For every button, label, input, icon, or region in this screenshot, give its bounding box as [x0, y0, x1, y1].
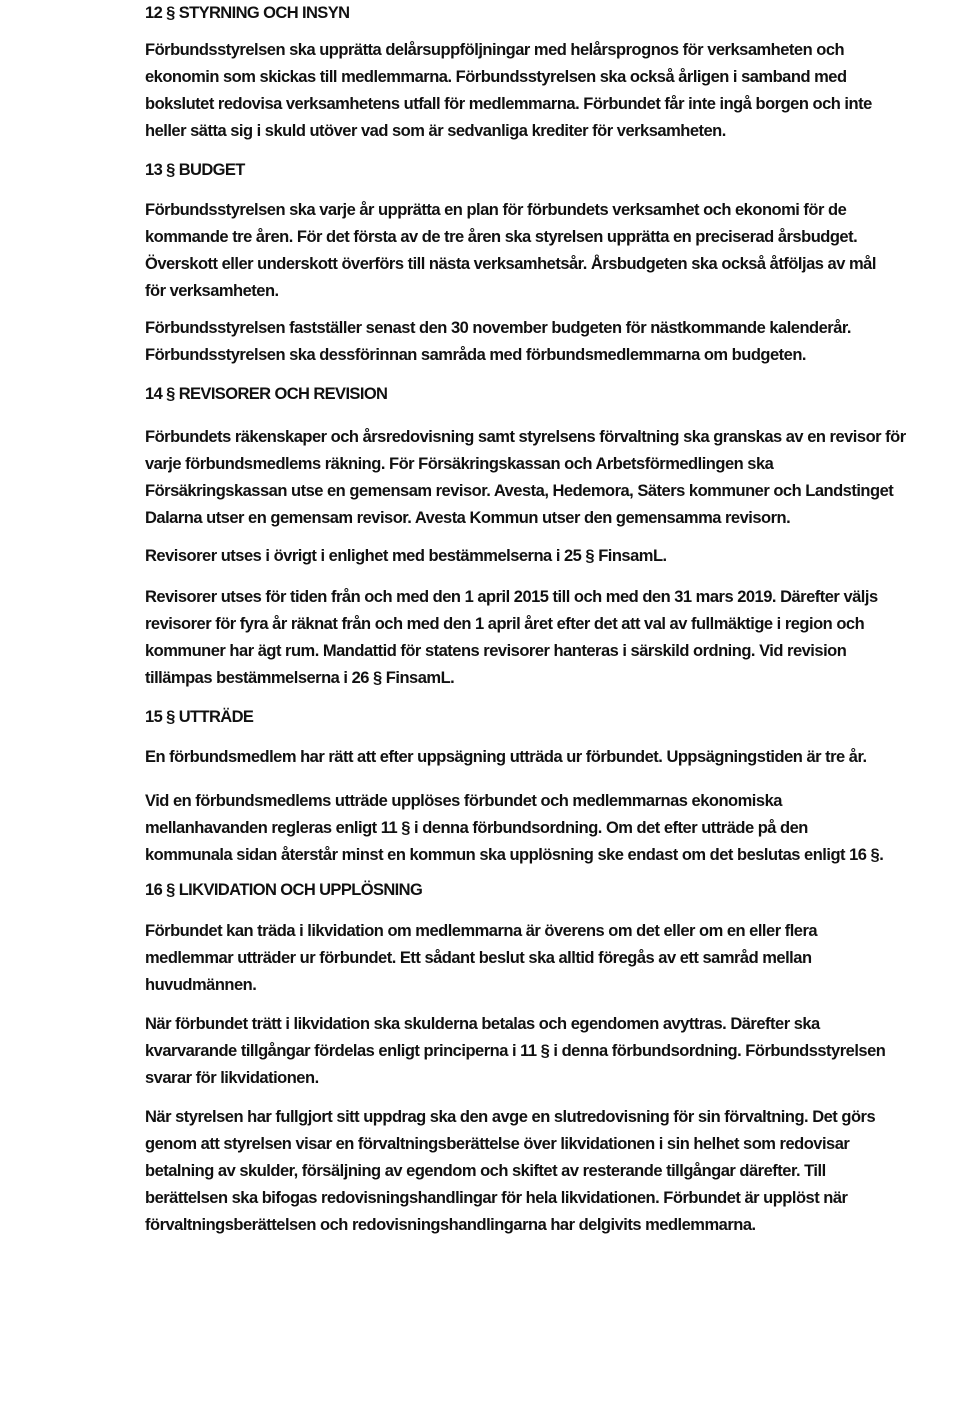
- section-16-paragraph-3: När styrelsen har fullgjort sitt uppdrag ska den avge en slutredovisning för sin förvaltning. Det görs genom att styrelsen visar en förvaltningsberättelse över likvidationen i sin helhet som redovisar betalning av skulder, försäljning av egendom och skiftet av resterande tillgångar därefter. Till berättelsen ska bifogas redovisningshandlingar för hela likvidationen. Förbundet är upplöst när förvaltningsberättelsen och redovisningshandlingarna har delgivits medlemmarna.: [145, 1108, 876, 1234]
- section-13-paragraph-1: Förbundsstyrelsen ska varje år upprätta en plan för förbundets verksamhet och ekonomi för de kommande tre åren. För det första av de tre åren ska styrelsen upprätta en preciserad årsbudget. Överskott eller underskott överförs till nästa verksamhetsår. Årsbudgeten ska också åtföljas av mål för verksamheten.: [145, 201, 876, 300]
- section-16-heading: 16 § LIKVIDATION OCH UPPLÖSNING: [145, 881, 423, 899]
- section-14-heading: 14 § REVISORER OCH REVISION: [145, 385, 388, 403]
- section-16-paragraph-2: När förbundet trätt i likvidation ska skulderna betalas och egendomen avyttras. Därefter ska kvarvarande tillgångar fördelas enligt principerna i 11 § i denna förbundsordning. Förbundsstyrelsen svarar för likvidationen.: [145, 1015, 886, 1087]
- section-15-heading: 15 § UTTRÄDE: [145, 708, 254, 726]
- document-page: [145, 0, 960, 1404]
- section-15-paragraph-1: En förbundsmedlem har rätt att efter uppsägning utträda ur förbundet. Uppsägningstiden är tre år.: [145, 748, 867, 766]
- section-16-paragraph-1: Förbundet kan träda i likvidation om medlemmarna är överens om det eller om en eller flera medlemmar utträder ur förbundet. Ett sådant beslut ska alltid föregås av ett samråd mellan huvudmännen.: [145, 922, 818, 994]
- section-12-heading: 12 § STYRNING OCH INSYN: [145, 4, 350, 22]
- section-13-paragraph-2: Förbundsstyrelsen fastställer senast den 30 november budgeten för nästkommande kalenderår. Förbundsstyrelsen ska dessförinnan samråda med förbundsmedlemmarna om budgeten.: [145, 319, 851, 364]
- section-14-paragraph-2: Revisorer utses i övrigt i enlighet med bestämmelserna i 25 § FinsamL.: [145, 547, 667, 565]
- section-12-paragraph-1: Förbundsstyrelsen ska upprätta delårsuppföljningar med helårsprognos för verksamheten och ekonomin som skickas till medlemmarna. Förbundsstyrelsen ska också årligen i samband med bokslutet redovisa verksamhetens utfall för medlemmarna. Förbundet får inte ingå borgen och inte heller sätta sig i skuld utöver vad som är sedvanliga krediter för verksamheten.: [145, 41, 872, 140]
- section-13-heading: 13 § BUDGET: [145, 161, 245, 179]
- section-15-paragraph-2: Vid en förbundsmedlems utträde upplöses förbundet och medlemmarnas ekonomiska mellanhavanden regleras enligt 11 § i denna förbundsordning. Om det efter utträde på den kommunala sidan återstår minst en kommun ska upplösning ske endast om det beslutas enligt 16 §.: [145, 792, 884, 864]
- section-14-paragraph-1: Förbundets räkenskaper och årsredovisning samt styrelsens förvaltning ska granskas av en revisor för varje förbundsmedlems räkning. För Försäkringskassan och Arbetsförmedlingen ska Försäkringskassan utse en gemensam revisor. Avesta, Hedemora, Säters kommuner och Landstinget Dalarna utser en gemensam revisor. Avesta Kommun utser den gemensamma revisorn.: [145, 428, 906, 527]
- section-14-paragraph-3: Revisorer utses för tiden från och med den 1 april 2015 till och med den 31 mars 2019. Därefter väljs revisorer för fyra år räknat från och med den 1 april året efter det att val av fullmäktige i region och kommuner har ägt rum. Mandattid för statens revisorer hanteras i särskild ordning. Vid revision tillämpas bestämmelserna i 26 § FinsamL.: [145, 588, 878, 687]
